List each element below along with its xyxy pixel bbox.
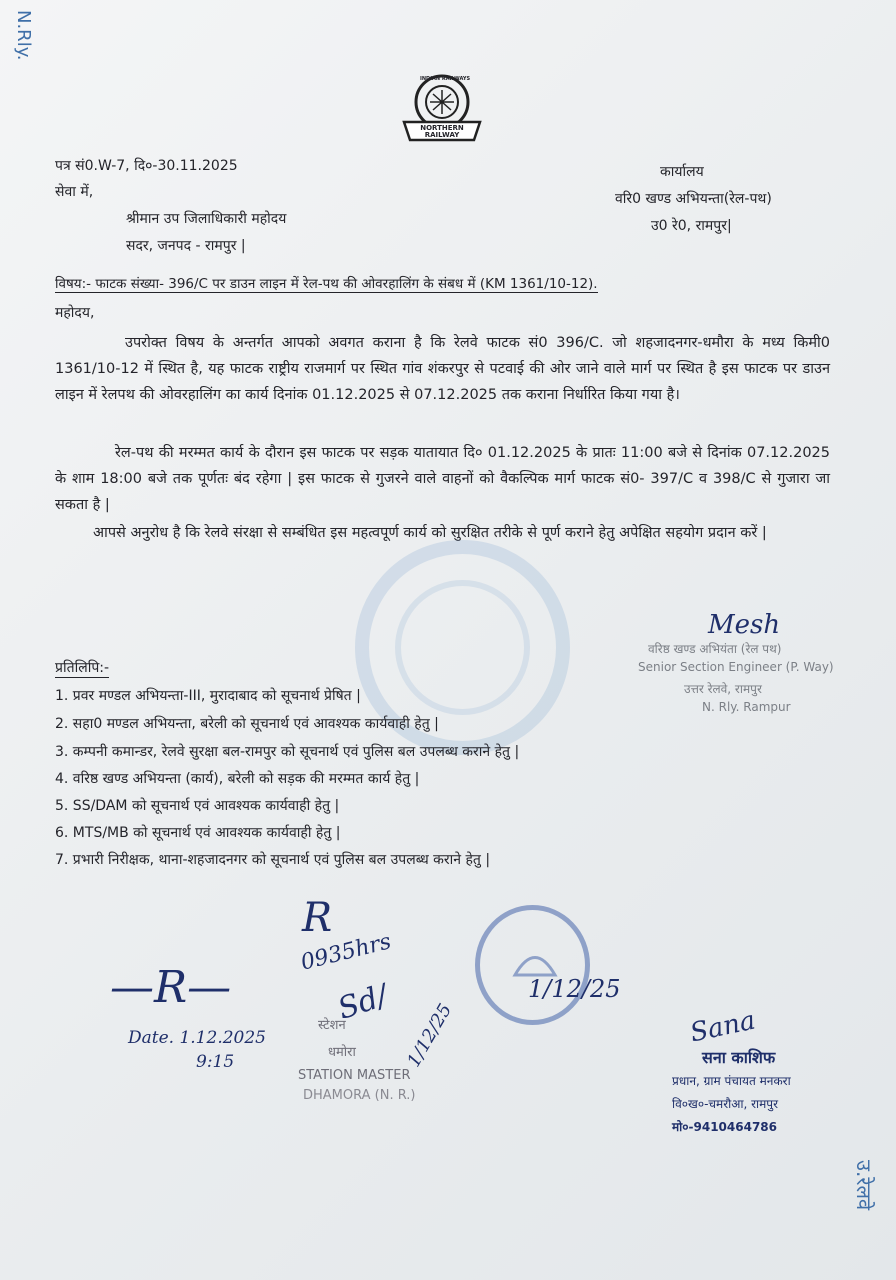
signatory-line-3: उत्तर रेलवे, रामपुर — [684, 682, 762, 696]
logo-top-text: INDIAN RAILWAYS — [420, 76, 471, 82]
copy-item: 7. प्रभारी निरीक्षक, थाना-शहजादनगर को सूचनार्थ एवं पुलिस बल उपलब्ध कराने हेतु | — [55, 852, 491, 868]
round-stamp-signature: 1/12/25 — [528, 975, 621, 1003]
copy-heading: प्रतिलिपि:- — [55, 660, 110, 676]
watermark-seal-inner — [395, 580, 530, 715]
letter-number: पत्र सं0.W-7, दि०-30.11.2025 — [55, 158, 238, 174]
addressee: श्रीमान उप जिलाधिकारी महोदय — [126, 211, 287, 227]
copy-item: 2. सहा0 मण्डल अभियन्ता, बरेली को सूचनार्थ एवं आवश्यक कार्यवाही हेतु | — [55, 716, 439, 732]
railway-logo — [400, 72, 484, 150]
pradhan-signature: Sana — [687, 1005, 758, 1049]
copy-item: 5. SS/DAM को सूचनार्थ एवं आवश्यक कार्यवाही हेतु | — [55, 798, 340, 814]
station-stamp-line-3: STATION MASTER — [298, 1068, 411, 1083]
edge-mark-top-left: N.Rly. — [13, 10, 34, 61]
handwritten-initial-1: —R— — [110, 962, 232, 1013]
signatory-line-4: N. Rly. Rampur — [702, 700, 791, 714]
pradhan-name: सना काशिफ — [702, 1048, 776, 1067]
body-paragraph-2: रेल-पथ की मरम्मत कार्य के दौरान इस फाटक पर सड़क यातायात दि० 01.12.2025 के प्रातः 11:00 बजे से दिनांक 07.12.2025 के शाम 18:00 बजे तक पूर्णतः बंद रहेगा | इस फाटक से गुजरने वाले वाहनों को वैकल्पिक मार्ग फाटक सं0- 397/C व 398/C से गुजारा जा सकता है | — [55, 445, 830, 513]
engineer-signature: Mesh — [708, 610, 781, 640]
station-stamp-line-4: DHAMORA (N. R.) — [303, 1088, 416, 1103]
office-line-1: कार्यालय — [660, 164, 704, 180]
copy-item: 1. प्रवर मण्डल अभियन्ता-III, मुरादाबाद को सूचनार्थ प्रेषित | — [55, 688, 361, 704]
signatory-line-2: Senior Section Engineer (P. Way) — [638, 660, 834, 674]
receipt-time-entry: 0935hrs — [298, 929, 394, 976]
pradhan-block: वि०ख०-चमरौआ, रामपुर — [672, 1097, 779, 1111]
copy-item: 3. कम्पनी कमान्डर, रेलवे सुरक्षा बल-रामपुर को सूचनार्थ एवं पुलिस बल उपलब्ध कराने हेतु | — [55, 744, 520, 760]
station-master-signature: Sd/ — [333, 978, 393, 1027]
office-line-3: उ0 रे0, रामपुर| — [651, 218, 732, 234]
copy-item: 4. वरिष्ठ खण्ड अभियन्ता (कार्य), बरेली को सड़क की मरम्मत कार्य हेतु | — [55, 771, 420, 787]
handwritten-initial-2: R — [302, 895, 333, 941]
receipt-time-note: 9:15 — [196, 1052, 235, 1072]
logo-banner-text: NORTHERN RAILWAY — [420, 124, 464, 139]
pradhan-phone: मो०-9410464786 — [672, 1120, 778, 1134]
body-paragraph-3: आपसे अनुरोध है कि रेलवे संरक्षा से सम्बंधित इस महत्वपूर्ण कार्य को सुरक्षित तरीके से पूर्ण कराने हेतु अपेक्षित सहयोग प्रदान करें | — [93, 525, 767, 541]
edge-mark-bottom-right: उ.रेलवे — [852, 1160, 876, 1211]
salutation: महोदय, — [55, 305, 95, 321]
subject-line: विषय:- फाटक संख्या- 396/C पर डाउन लाइन में रेल-पथ की ओवरहालिंग के संबध में (KM 1361/10-12). — [55, 276, 598, 292]
copy-item: 6. MTS/MB को सूचनार्थ एवं आवश्यक कार्यवाही हेतु | — [55, 825, 341, 841]
station-stamp-line-2: धमोरा — [328, 1045, 356, 1060]
station-date: 1/12/25 — [403, 1000, 457, 1071]
addressee-place: सदर, जनपद - रामपुर | — [126, 238, 246, 254]
receipt-date-note: Date. 1.12.2025 — [128, 1028, 266, 1048]
body-paragraph-1: उपरोक्त विषय के अन्तर्गत आपको अवगत कराना है कि रेलवे फाटक सं0 396/C. जो शहजादनगर-धमौरा के मध्य किमी0 1361/10-12 में स्थित है, यह फाटक राष्ट्रीय राजमार्ग पर स्थित गांव शंकरपुर से पटवाई की ओर जाने वाले मार्ग पर स्थित है इस फाटक पर डाउन लाइन में रेलपथ की ओवरहालिंग का कार्य दिनांक 01.12.2025 से 07.12.2025 तक कराना निर्धारित किया गया है। — [55, 335, 830, 403]
signatory-line-1: वरिष्ठ खण्ड अभियंता (रेल पथ) — [648, 642, 782, 656]
office-line-2: वरि0 खण्ड अभियन्ता(रेल-पथ) — [615, 191, 772, 207]
pradhan-title: प्रधान, ग्राम पंचायत मनकरा — [672, 1074, 791, 1088]
station-stamp-line-1: स्टेशन — [318, 1018, 346, 1033]
to-line: सेवा में, — [55, 184, 94, 200]
